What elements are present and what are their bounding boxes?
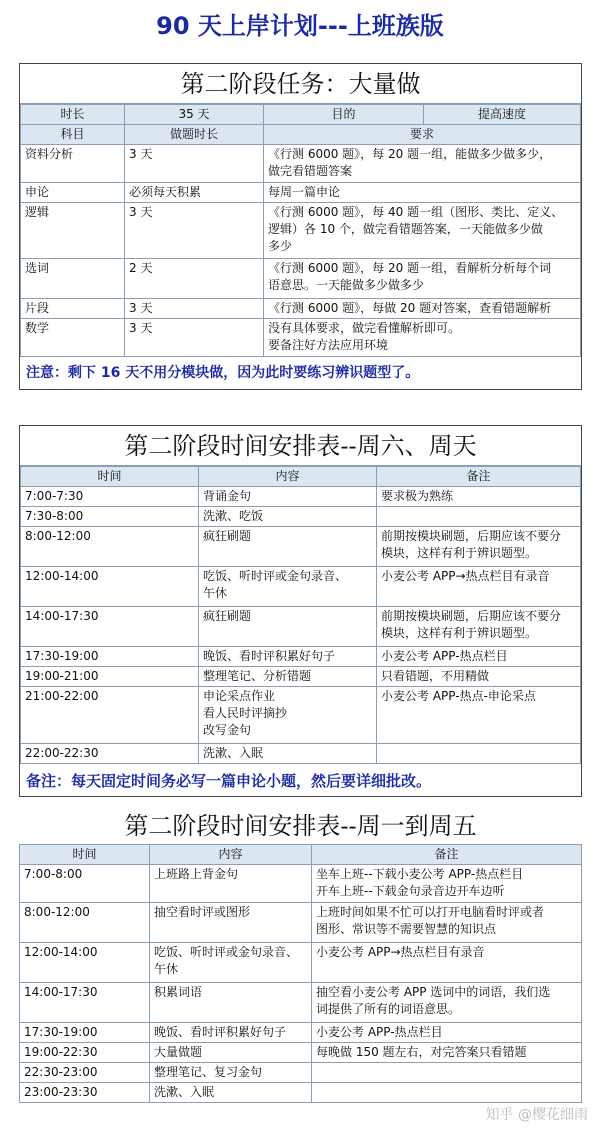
requirement-cell: 《行测 6000 题》，每 20 题一组，看解析分析每个词 语意思。一天能做多少做多少 bbox=[264, 259, 581, 299]
weekend-table bbox=[20, 466, 581, 764]
weekend-title: 第二阶段时间安排表--周六、周天 bbox=[20, 426, 581, 466]
col-time: 时间 bbox=[20, 845, 150, 865]
content-cell: 上班路上背金句 bbox=[150, 865, 312, 903]
time-cell: 22:00-22:30 bbox=[21, 744, 199, 764]
weekday-table bbox=[19, 844, 582, 1103]
remark-cell: 小麦公考 APP→热点栏目有录音 bbox=[377, 567, 581, 607]
time-cell: 14:00-17:30 bbox=[21, 607, 199, 647]
content-cell: 背诵金句 bbox=[199, 487, 377, 507]
requirement-cell: 《行测 6000 题》，每 40 题一组（图形、类比、定义、 逻辑）各 10 个，做完看错题答案，一天能做多少做 多少 bbox=[264, 203, 581, 259]
table-row bbox=[21, 507, 581, 527]
content-cell: 晚饭、看时评积累好句子 bbox=[150, 1023, 312, 1043]
content-cell: 整理笔记、复习金句 bbox=[150, 1063, 312, 1083]
time-cell: 2 天 bbox=[125, 259, 264, 299]
remark-cell: 坐车上班--下载小麦公考 APP-热点栏目 开车上班--下载金句录音边开车边听 bbox=[312, 865, 582, 903]
col-remark: 备注 bbox=[377, 467, 581, 487]
table-row bbox=[21, 259, 581, 299]
content-cell: 洗漱、入眠 bbox=[150, 1083, 312, 1103]
remark-cell: 小麦公考 APP-热点栏目 bbox=[312, 1023, 582, 1043]
remark-cell: 只看错题，不用精做 bbox=[377, 667, 581, 687]
table-row bbox=[21, 744, 581, 764]
duration-label: 时长 bbox=[21, 105, 125, 125]
remark-cell: 小麦公考 APP-热点-申论采点 bbox=[377, 687, 581, 744]
time-cell: 19:00-21:00 bbox=[21, 667, 199, 687]
time-cell: 3 天 bbox=[125, 299, 264, 319]
weekend-note: 备注：每天固定时间务必写一篇申论小题，然后要详细批改。 bbox=[26, 772, 432, 790]
table-row bbox=[20, 1023, 582, 1043]
content-cell: 抽空看时评或图形 bbox=[150, 903, 312, 943]
remark-cell: 小麦公考 APP→热点栏目有录音 bbox=[312, 943, 582, 983]
table-row bbox=[21, 487, 581, 507]
header-row bbox=[21, 467, 581, 487]
table-row bbox=[20, 943, 582, 983]
subject-cell: 申论 bbox=[21, 183, 125, 203]
remark-cell: 抽空看小麦公考 APP 选词中的词语，我们选 词提供了所有的词语意思。 bbox=[312, 983, 582, 1023]
time-cell: 21:00-22:00 bbox=[21, 687, 199, 744]
table-row bbox=[21, 667, 581, 687]
remark-cell: 上班时间如果不忙可以打开电脑看时评或者 图形、常识等不需要智慧的知识点 bbox=[312, 903, 582, 943]
content-cell: 疯狂刷题 bbox=[199, 527, 377, 567]
content-cell: 整理笔记、分析错题 bbox=[199, 667, 377, 687]
goal-label: 目的 bbox=[264, 105, 424, 125]
stage-task-panel bbox=[19, 63, 582, 390]
duration-value: 35 天 bbox=[125, 105, 264, 125]
weekend-panel bbox=[19, 425, 582, 797]
time-cell: 7:30-8:00 bbox=[21, 507, 199, 527]
remark-cell bbox=[377, 744, 581, 764]
subject-cell: 片段 bbox=[21, 299, 125, 319]
remark-cell: 前期按模块刷题，后期应该不要分 模块，这样有利于辨识题型。 bbox=[377, 607, 581, 647]
remark-cell bbox=[312, 1083, 582, 1103]
table-row bbox=[20, 1043, 582, 1063]
subject-cell: 数学 bbox=[21, 319, 125, 357]
time-cell: 12:00-14:00 bbox=[20, 943, 150, 983]
content-cell: 洗漱、入眠 bbox=[199, 744, 377, 764]
time-cell: 8:00-12:00 bbox=[21, 527, 199, 567]
table-row bbox=[21, 299, 581, 319]
content-cell: 申论采点作业 看人民时评摘抄 改写金句 bbox=[199, 687, 377, 744]
content-cell: 吃饭、听时评或金句录音、 午休 bbox=[150, 943, 312, 983]
table-row bbox=[20, 1083, 582, 1103]
watermark: 知乎 @樱花细雨 bbox=[485, 1107, 588, 1123]
content-cell: 洗漱、吃饭 bbox=[199, 507, 377, 527]
goal-value: 提高速度 bbox=[424, 105, 581, 125]
table-row bbox=[21, 647, 581, 667]
remark-cell: 前期按模块刷题，后期应该不要分 模块，这样有利于辨识题型。 bbox=[377, 527, 581, 567]
remark-cell: 要求极为熟练 bbox=[377, 487, 581, 507]
content-cell: 大量做题 bbox=[150, 1043, 312, 1063]
table-row bbox=[21, 319, 581, 357]
stage-task-title: 第二阶段任务：大量做 bbox=[20, 64, 581, 104]
col-subject: 科目 bbox=[21, 125, 125, 145]
content-cell: 晚饭、看时评积累好句子 bbox=[199, 647, 377, 667]
time-cell: 14:00-17:30 bbox=[20, 983, 150, 1023]
main-title: 90 天上岸计划---上班族版 bbox=[156, 12, 444, 40]
content-cell: 疯狂刷题 bbox=[199, 607, 377, 647]
requirement-cell: 没有具体要求，做完看懂解析即可。 要备注好方法应用环境 bbox=[264, 319, 581, 357]
time-cell: 22:30-23:00 bbox=[20, 1063, 150, 1083]
table-row bbox=[20, 903, 582, 943]
col-time: 时间 bbox=[21, 467, 199, 487]
time-cell: 23:00-23:30 bbox=[20, 1083, 150, 1103]
time-cell: 8:00-12:00 bbox=[20, 903, 150, 943]
col-content: 内容 bbox=[199, 467, 377, 487]
time-cell: 3 天 bbox=[125, 203, 264, 259]
subject-cell: 资料分析 bbox=[21, 145, 125, 183]
subject-cell: 逻辑 bbox=[21, 203, 125, 259]
table-row bbox=[21, 567, 581, 607]
weekday-title: 第二阶段时间安排表--周一到周五 bbox=[124, 812, 477, 840]
remark-cell: 小麦公考 APP-热点栏目 bbox=[377, 647, 581, 667]
table-row bbox=[21, 607, 581, 647]
time-cell: 必须每天积累 bbox=[125, 183, 264, 203]
meta-row bbox=[21, 105, 581, 125]
table-row bbox=[21, 183, 581, 203]
table-row bbox=[21, 527, 581, 567]
remark-cell bbox=[377, 507, 581, 527]
requirement-cell: 《行测 6000 题》，每做 20 题对答案，查看错题解析 bbox=[264, 299, 581, 319]
time-cell: 17:30-19:00 bbox=[20, 1023, 150, 1043]
remark-cell bbox=[312, 1063, 582, 1083]
col-requirement: 要求 bbox=[264, 125, 581, 145]
time-cell: 12:00-14:00 bbox=[21, 567, 199, 607]
table-row bbox=[21, 145, 581, 183]
table-row bbox=[20, 1063, 582, 1083]
stage-task-table bbox=[20, 104, 581, 357]
time-cell: 17:30-19:00 bbox=[21, 647, 199, 667]
stage-task-note: 注意：剩下 16 天不用分模块做，因为此时要练习辨识题型了。 bbox=[26, 365, 420, 381]
col-time: 做题时长 bbox=[125, 125, 264, 145]
table-row bbox=[21, 687, 581, 744]
content-cell: 吃饭、听时评或金句录音、 午休 bbox=[199, 567, 377, 607]
time-cell: 7:00-7:30 bbox=[21, 487, 199, 507]
table-row bbox=[21, 203, 581, 259]
header-row bbox=[21, 125, 581, 145]
time-cell: 3 天 bbox=[125, 145, 264, 183]
col-remark: 备注 bbox=[312, 845, 582, 865]
time-cell: 3 天 bbox=[125, 319, 264, 357]
requirement-cell: 每周一篇申论 bbox=[264, 183, 581, 203]
time-cell: 19:00-22:30 bbox=[20, 1043, 150, 1063]
table-row bbox=[20, 865, 582, 903]
col-content: 内容 bbox=[150, 845, 312, 865]
header-row bbox=[20, 845, 582, 865]
weekday-panel bbox=[19, 808, 582, 1103]
table-row bbox=[20, 983, 582, 1023]
remark-cell: 每晚做 150 题左右，对完答案只看错题 bbox=[312, 1043, 582, 1063]
content-cell: 积累词语 bbox=[150, 983, 312, 1023]
requirement-cell: 《行测 6000 题》，每 20 题一组，能做多少做多少， 做完看错题答案 bbox=[264, 145, 581, 183]
time-cell: 7:00-8:00 bbox=[20, 865, 150, 903]
subject-cell: 选词 bbox=[21, 259, 125, 299]
